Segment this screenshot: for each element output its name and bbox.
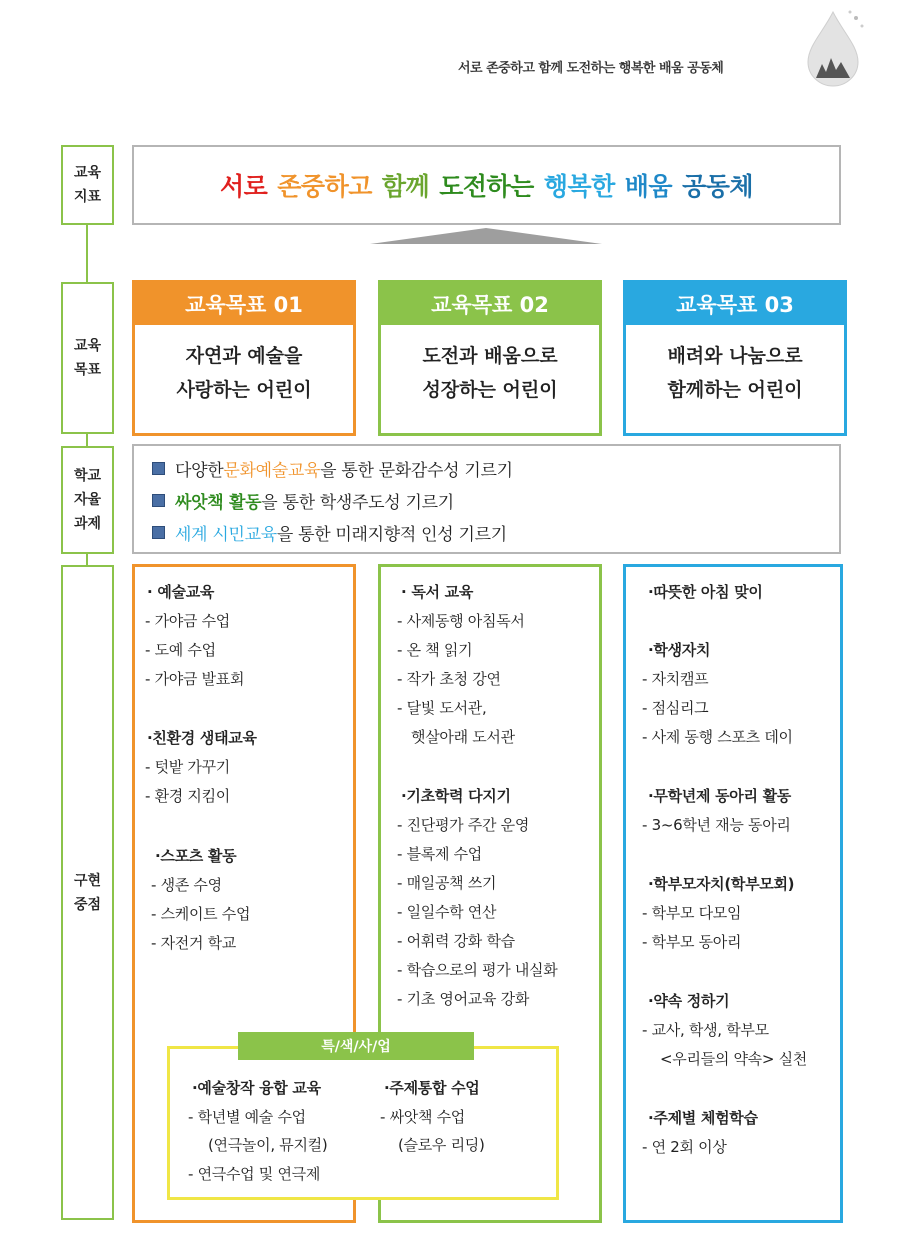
focus-item: - 기초 영어교육 강화	[397, 990, 530, 1008]
goal-text-2: 도전과 배움으로 성장하는 어린이	[422, 345, 558, 401]
goal-title-2: 교육목표 02	[381, 283, 599, 325]
side-label-tasks: 학교 자율 과제	[61, 446, 114, 554]
special-heading: ·예술창작 융합 교육	[192, 1079, 321, 1097]
focus-heading: ·무학년제 동아리 활동	[648, 787, 791, 805]
special-item: - 연극수업 및 연극제	[188, 1165, 321, 1183]
special-item: (슬로우 리딩)	[398, 1136, 485, 1154]
vision-word-4: 도전하는	[439, 172, 534, 201]
vision-word-6: 배움	[624, 172, 673, 201]
task-text: 을 통한 학생주도성 기르기	[261, 493, 454, 513]
focus-heading: ·학부모자치(학부모회)	[648, 875, 795, 893]
vision-word-7: 공동체	[682, 172, 754, 201]
focus-item: <우리들의 약속> 실천	[660, 1050, 807, 1068]
focus-item: - 어휘력 강화 학습	[397, 932, 515, 950]
task-keyword: 문화예술교육	[223, 461, 321, 481]
focus-item: - 사제동행 아침독서	[397, 612, 525, 630]
goal-text-3: 배려와 나눔으로 함께하는 어린이	[667, 345, 803, 401]
special-program-box	[167, 1046, 559, 1200]
focus-item: - 가야금 수업	[145, 612, 230, 630]
focus-column-3	[623, 564, 843, 1223]
focus-item: - 블록제 수업	[397, 845, 482, 863]
task-keyword: 세계 시민교육	[175, 525, 277, 545]
vision-statement	[132, 145, 841, 225]
task-text: 을 통한 미래지향적 인성 기르기	[276, 525, 507, 545]
side-label-goals: 교육 목표	[61, 282, 114, 434]
vision-word-2: 존중하고	[277, 172, 372, 201]
focus-item: - 가야금 발표회	[145, 670, 245, 688]
task-item-1	[152, 456, 513, 481]
focus-heading: ·스포츠 활동	[155, 847, 237, 865]
task-text: 다양한	[175, 461, 224, 481]
vision-word-5: 행복한	[543, 172, 615, 201]
goal-card-1	[132, 280, 356, 436]
focus-item: - 일일수학 연산	[397, 903, 497, 921]
focus-heading: ·친환경 생태교육	[147, 729, 257, 747]
task-item-2	[152, 488, 454, 513]
focus-heading: · 독서 교육	[401, 583, 474, 601]
focus-item: - 사제 동행 스포츠 데이	[642, 728, 793, 746]
special-item: - 학년별 예술 수업	[188, 1108, 306, 1126]
focus-heading: ·기초학력 다지기	[401, 787, 511, 805]
focus-item: - 점심리그	[642, 699, 709, 717]
goal-title-1: 교육목표 01	[135, 283, 353, 325]
special-heading: ·주제통합 수업	[384, 1079, 480, 1097]
focus-item: 햇살아래 도서관	[411, 728, 515, 746]
square-bullet-icon	[152, 526, 165, 539]
focus-item: - 진단평가 주간 운영	[397, 816, 530, 834]
side-label-focus: 구현 중점	[61, 565, 114, 1220]
focus-item: - 도예 수업	[145, 641, 216, 659]
special-program-tab: 특/색/사/업	[238, 1032, 474, 1060]
focus-item: - 3~6학년 재능 동아리	[642, 816, 791, 834]
focus-heading: ·학생자치	[648, 641, 711, 659]
side-label-vision: 교육 지표	[61, 145, 114, 225]
task-text: 을 통한 문화감수성 기르기	[320, 461, 513, 481]
focus-item: - 학습으로의 평가 내실화	[397, 961, 558, 979]
focus-item: - 온 책 읽기	[397, 641, 473, 659]
special-item: - 싸앗책 수업	[380, 1108, 465, 1126]
goal-card-2	[378, 280, 602, 436]
water-drop-logo	[798, 8, 868, 88]
header-slogan: 서로 존중하고 함께 도전하는 행복한 배움 공동체	[458, 61, 724, 76]
focus-item: - 연 2회 이상	[642, 1138, 727, 1156]
focus-item: - 자치캠프	[642, 670, 709, 688]
square-bullet-icon	[152, 462, 165, 475]
focus-heading: ·주제별 체험학습	[648, 1109, 758, 1127]
focus-item: - 환경 지킴이	[145, 787, 230, 805]
focus-item: - 생존 수영	[151, 876, 222, 894]
focus-item: - 학부모 동아리	[642, 933, 742, 951]
vision-word-3: 함께	[381, 172, 430, 201]
goal-title-3: 교육목표 03	[626, 283, 844, 325]
square-bullet-icon	[152, 494, 165, 507]
focus-item: - 작가 초청 강연	[397, 670, 501, 688]
school-tasks-box	[132, 444, 841, 554]
goal-text-1: 자연과 예술을 사랑하는 어린이	[176, 345, 312, 401]
focus-item: - 매일공책 쓰기	[397, 874, 497, 892]
focus-item: - 스케이트 수업	[151, 905, 251, 923]
focus-item: - 텃밭 가꾸기	[145, 758, 230, 776]
focus-item: - 자전거 학교	[151, 934, 236, 952]
goal-card-3	[623, 280, 847, 436]
focus-heading: · 예술교육	[147, 583, 215, 601]
focus-heading: ·약속 정하기	[648, 992, 730, 1010]
focus-heading: ·따뜻한 아침 맞이	[648, 583, 763, 601]
focus-item: - 교사, 학생, 학부모	[642, 1021, 769, 1039]
task-keyword: 싸앗책 활동	[175, 493, 262, 513]
special-item: (연극놀이, 뮤지컬)	[208, 1136, 328, 1154]
focus-item: - 달빛 도서관,	[397, 699, 487, 717]
focus-item: - 학부모 다모임	[642, 904, 742, 922]
side-connector-1	[86, 222, 88, 282]
task-item-3	[152, 520, 507, 545]
vision-word-1: 서로	[219, 172, 268, 201]
up-arrow-icon	[370, 228, 602, 244]
